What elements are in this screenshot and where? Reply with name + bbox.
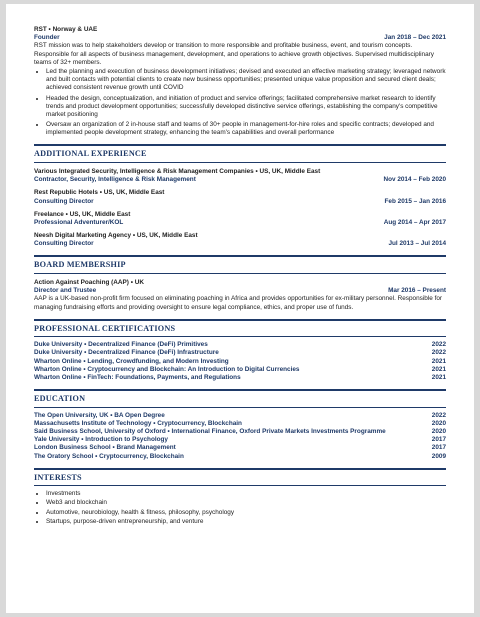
certification-row <box>34 358 446 366</box>
board-dates: Mar 2016 – Present <box>388 287 446 295</box>
achievement-item: • Headed the design, conceptualization, and initiation of product and service offerings; facilitated comprehensive market research to identify trends and product development opportunities; successfully developed distinctive service offerings, establishing the company's competitive market positioning <box>46 95 446 120</box>
certification-name: Wharton Online • Lending, Crowdfunding, and Modern Investing <box>34 357 229 365</box>
achievement-item: • Oversaw an organization of 2 in-house staff and teams of 30+ people in management-for-hire roles and specific contracts; developed and implemented people development strategy, enhancing the team's capabilities and overall performance <box>46 121 446 137</box>
education-list <box>34 412 446 461</box>
certification-row <box>34 349 446 357</box>
company-name: Freelance • US, UK, Middle East <box>34 210 131 218</box>
interest-item: • Startups, purpose-driven entrepreneurship, and venture <box>46 518 446 526</box>
certification-year: 2022 <box>431 349 446 357</box>
job-title: Founder <box>34 34 60 42</box>
certification-name: Duke University • Decentralized Finance (DeFi) Infrastructure <box>34 349 219 357</box>
section-divider <box>34 273 446 274</box>
certification-row <box>34 374 446 382</box>
additional-entry <box>34 232 446 248</box>
company-name: Neesh Digital Marketing Agency • US, UK, Middle East <box>34 232 198 240</box>
job-dates: Aug 2014 – Apr 2017 <box>383 218 446 226</box>
education-row <box>34 412 446 420</box>
education-row <box>34 436 446 444</box>
achievement-list <box>34 68 446 138</box>
education-name: Massachusetts Institute of Technology • Cryptocurrency, Blockchain <box>34 419 242 427</box>
section-header-interests: INTERESTS <box>34 468 446 484</box>
section-divider <box>34 336 446 337</box>
company-name: RST • Norway & UAE <box>34 26 98 33</box>
certification-list <box>34 341 446 382</box>
education-year: 2017 <box>431 444 446 452</box>
education-name: The Open University, UK • BA Open Degree <box>34 411 165 419</box>
additional-entry <box>34 211 446 227</box>
job-dates: Feb 2015 – Jan 2016 <box>384 197 446 205</box>
education-row <box>34 453 446 461</box>
section-divider <box>34 162 446 163</box>
education-row <box>34 420 446 428</box>
certification-row <box>34 366 446 374</box>
section-divider <box>34 407 446 408</box>
board-role: Director and Trustee <box>34 287 97 295</box>
education-year: 2020 <box>431 428 446 435</box>
resume-page <box>6 4 474 613</box>
certification-year: 2021 <box>431 365 446 373</box>
job-dates: Nov 2014 – Feb 2020 <box>383 176 446 184</box>
job-title: Professional Adventurer/KOL <box>34 218 124 226</box>
certification-year: 2021 <box>431 357 446 365</box>
interest-item: • Investments <box>46 490 446 498</box>
section-header-board-membership: BOARD MEMBERSHIP <box>34 255 446 271</box>
company-name: Various Integrated Security, Intelligence & Risk Management Companies • US, UK, Middle East <box>34 167 321 175</box>
job-dates: Jan 2018 – Dec 2021 <box>384 34 446 42</box>
company-summary: RST mission was to help stakeholders develop or transition to more responsible and profitable business, event, and tourism concepts. Responsible for all aspects of business management, development, and operations to achieve growth objectives. Supervised multidisciplinary teams of 32+ members. <box>34 42 434 66</box>
certification-name: Duke University • Decentralized Finance (DeFi) Primitives <box>34 341 208 349</box>
section-header-additional-experience: ADDITIONAL EXPERIENCE <box>34 144 446 160</box>
education-name: The Oratory School • Cryptocurrency, Blockchain <box>34 452 184 460</box>
experience-entry-rst <box>34 26 446 137</box>
certification-year: 2022 <box>431 341 446 349</box>
job-title: Consulting Director <box>34 197 94 205</box>
education-name: Said Business School, University of Oxford • International Finance, Oxford Private Markets Investments Programme <box>34 428 386 435</box>
interest-item: • Automotive, neurobiology, health & fitness, philosophy, psychology <box>46 509 446 517</box>
education-name: London Business School • Brand Management <box>34 444 176 452</box>
organization-name: Action Against Poaching (AAP) • UK <box>34 278 144 286</box>
job-title: Consulting Director <box>34 240 94 248</box>
education-year: 2020 <box>431 419 446 427</box>
education-year: 2009 <box>431 452 446 460</box>
section-header-certifications: PROFESSIONAL CERTIFICATIONS <box>34 319 446 335</box>
section-divider <box>34 485 446 486</box>
education-row <box>34 428 446 436</box>
job-title: Contractor, Security, Intelligence & Risk Management <box>34 176 196 184</box>
section-header-education: EDUCATION <box>34 389 446 405</box>
certification-name: Wharton Online • FinTech: Foundations, Payments, and Regulations <box>34 373 241 381</box>
job-dates: Jul 2013 – Jul 2014 <box>388 240 446 248</box>
education-row <box>34 444 446 452</box>
education-name: Yale University • Introduction to Psychology <box>34 436 168 444</box>
achievement-item: • Led the planning and execution of business development initiatives; devised and executed an effective marketing strategy; leveraged network and built contacts with potential clients to create new business opportunities; presented unique value proposition and secured client deals; achieved consistent revenue growth until COVID <box>46 68 446 93</box>
interests-list <box>34 490 446 526</box>
additional-entry <box>34 189 446 205</box>
company-name: Rest Republic Hotels • US, UK, Middle East <box>34 189 165 197</box>
certification-year: 2021 <box>431 373 446 381</box>
board-entry <box>34 279 446 312</box>
board-summary: AAP is a UK-based non-profit firm focused on eliminating poaching in Africa and provides opportunities for ex-military personnel. Responsible for managing fundraising efforts and providing oversight to ensure legal compliance, ethics, and proper use of funds. <box>34 295 443 311</box>
certification-name: Wharton Online • Cryptocurrency and Blockchain: An Introduction to Digital Currencies <box>34 365 300 373</box>
certification-row <box>34 341 446 349</box>
additional-entry <box>34 168 446 184</box>
education-year: 2017 <box>431 436 446 444</box>
interest-item: • Web3 and blockchain <box>46 499 446 507</box>
education-year: 2022 <box>431 411 446 419</box>
